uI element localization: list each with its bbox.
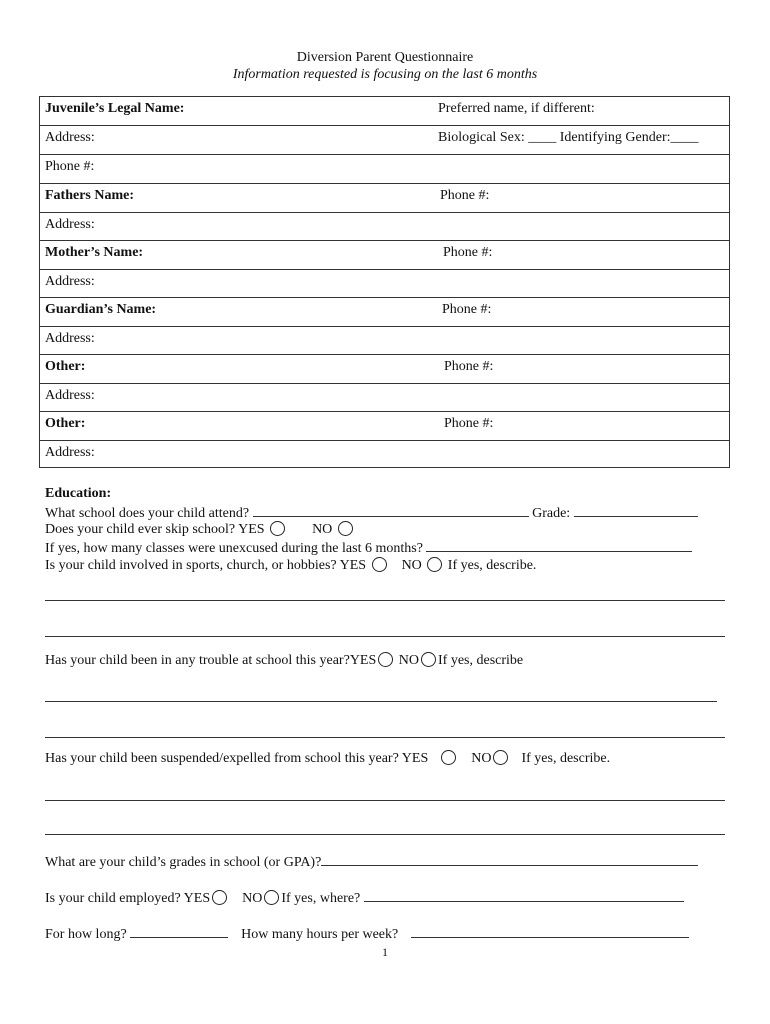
employed-question xyxy=(45,889,684,907)
other2-name-label: Other: xyxy=(45,416,86,431)
mother-phone-label: Phone #: xyxy=(443,245,493,260)
table-row xyxy=(40,355,729,384)
unexcused-question-label: If yes, how many classes were unexcused during the last 6 months? xyxy=(45,541,423,556)
table-row xyxy=(40,126,729,155)
answer-line[interactable] xyxy=(45,834,725,835)
answer-line[interactable] xyxy=(45,600,725,601)
table-row xyxy=(40,155,729,184)
how-long-blank[interactable] xyxy=(130,925,228,938)
education-heading: Education: xyxy=(45,486,112,501)
table-row xyxy=(40,270,729,298)
no-label: NO xyxy=(242,891,263,906)
fathers-name-label: Fathers Name: xyxy=(45,188,135,203)
hours-label: How many hours per week? xyxy=(241,927,399,942)
juvenile-name-label: Juvenile’s Legal Name: xyxy=(45,101,185,116)
table-row xyxy=(40,327,729,355)
info-table xyxy=(39,96,730,468)
school-blank[interactable] xyxy=(253,504,529,517)
trouble-no-radio[interactable] xyxy=(421,652,436,667)
involved-yes-radio[interactable] xyxy=(372,557,387,572)
where-label: If yes, where? xyxy=(281,891,361,906)
where-blank[interactable] xyxy=(364,889,684,902)
involved-question xyxy=(45,557,536,574)
no-label: NO xyxy=(312,522,333,537)
form-subtitle: Information requested is focusing on the last 6 months xyxy=(232,67,538,82)
suspended-question xyxy=(45,750,610,767)
answer-line[interactable] xyxy=(45,636,725,637)
guardian-phone-label: Phone #: xyxy=(442,302,492,317)
hours-blank[interactable] xyxy=(411,925,689,938)
other-address-label: Address: xyxy=(45,388,95,403)
how-long-label: For how long? xyxy=(45,927,127,942)
grade-blank[interactable] xyxy=(574,504,698,517)
skip-question xyxy=(45,521,355,538)
form-title: Diversion Parent Questionnaire xyxy=(296,50,474,65)
table-row xyxy=(40,412,729,441)
skip-no-radio[interactable] xyxy=(338,521,353,536)
trouble-question-label: Has your child been in any trouble at school this year? xyxy=(45,653,350,668)
answer-line[interactable] xyxy=(45,800,725,801)
mother-address-label: Address: xyxy=(45,274,95,289)
suspended-no-radio[interactable] xyxy=(493,750,508,765)
if-yes-describe-label: If yes, describe. xyxy=(447,558,537,573)
other-phone-label: Phone #: xyxy=(444,359,494,374)
biological-sex-label: Biological Sex: ____ Identifying Gender:____ xyxy=(438,130,699,145)
page-number: 1 xyxy=(382,945,388,959)
grade-label: Grade: xyxy=(532,506,571,521)
answer-line[interactable] xyxy=(45,737,725,738)
other2-phone-label: Phone #: xyxy=(444,416,494,431)
if-yes-describe-label: If yes, describe. xyxy=(521,751,611,766)
mothers-name-label: Mother’s Name: xyxy=(45,245,144,260)
yes-label: YES xyxy=(238,522,265,537)
unexcused-blank[interactable] xyxy=(426,539,692,552)
employed-question-label: Is your child employed? xyxy=(45,891,181,906)
father-phone-label: Phone #: xyxy=(440,188,490,203)
yes-label: YES xyxy=(401,751,429,766)
no-label: NO xyxy=(401,558,422,573)
school-question xyxy=(45,504,698,522)
yes-label: YES xyxy=(183,891,211,906)
yes-label: YES xyxy=(339,558,367,573)
suspended-question-label: Has your child been suspended/expelled from school this year? xyxy=(45,751,399,766)
table-row xyxy=(40,97,729,126)
preferred-name-label: Preferred name, if different: xyxy=(438,101,595,116)
phone-label: Phone #: xyxy=(45,159,95,174)
skip-yes-radio[interactable] xyxy=(270,521,285,536)
grades-question-label: What are your child’s grades in school (or GPA)? xyxy=(45,855,322,870)
table-row xyxy=(40,384,729,412)
father-address-label: Address: xyxy=(45,217,95,232)
guardian-address-label: Address: xyxy=(45,331,95,346)
grades-question xyxy=(45,853,698,871)
skip-question-label: Does your child ever skip school? xyxy=(45,522,236,537)
guardians-name-label: Guardian’s Name: xyxy=(45,302,157,317)
trouble-question xyxy=(45,652,523,669)
no-label: NO xyxy=(398,653,419,668)
how-long-question xyxy=(45,925,689,943)
table-row xyxy=(40,298,729,327)
table-row xyxy=(40,213,729,241)
no-label: NO xyxy=(471,751,492,766)
involved-no-radio[interactable] xyxy=(427,557,442,572)
involved-question-label: Is your child involved in sports, church, or hobbies? xyxy=(45,558,337,573)
other2-address-label: Address: xyxy=(45,445,95,460)
trouble-yes-radio[interactable] xyxy=(378,652,393,667)
grades-blank[interactable] xyxy=(321,853,698,866)
if-yes-describe-label: If yes, describe xyxy=(438,653,524,668)
employed-yes-radio[interactable] xyxy=(212,890,227,905)
unexcused-question xyxy=(45,539,692,557)
employed-no-radio[interactable] xyxy=(264,890,279,905)
table-row xyxy=(40,184,729,213)
answer-line[interactable] xyxy=(45,701,717,702)
table-row xyxy=(40,441,729,468)
other-name-label: Other: xyxy=(45,359,86,374)
address-label: Address: xyxy=(45,130,95,145)
suspended-yes-radio[interactable] xyxy=(441,750,456,765)
school-question-label: What school does your child attend? xyxy=(45,506,250,521)
table-row xyxy=(40,241,729,270)
yes-label: YES xyxy=(349,653,377,668)
